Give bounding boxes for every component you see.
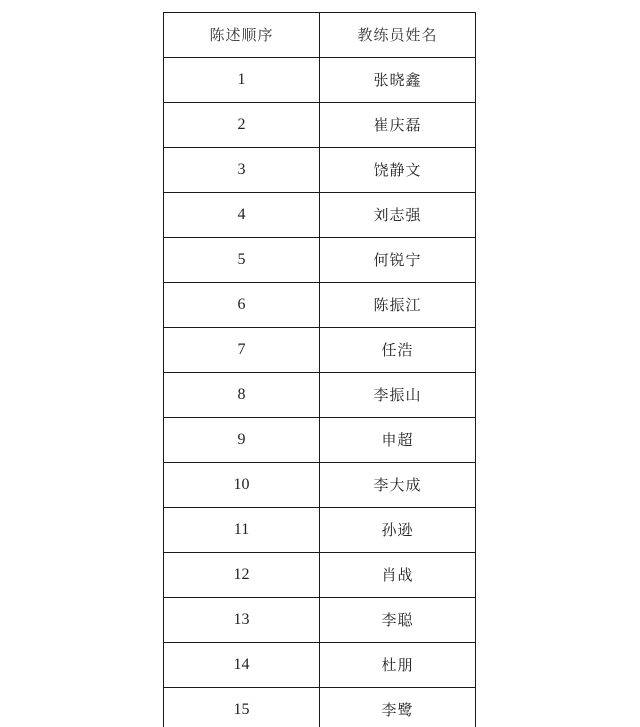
table-row bbox=[164, 193, 476, 238]
table-header-row bbox=[164, 13, 476, 58]
coach-name-cell: 申超 bbox=[320, 418, 476, 463]
order-cell: 3 bbox=[164, 148, 320, 193]
coach-name-cell: 杜朋 bbox=[320, 643, 476, 688]
coach-name-cell: 刘志强 bbox=[320, 193, 476, 238]
coach-name-cell: 陈振江 bbox=[320, 283, 476, 328]
table-row bbox=[164, 553, 476, 598]
table-row bbox=[164, 463, 476, 508]
order-cell: 4 bbox=[164, 193, 320, 238]
order-cell: 5 bbox=[164, 238, 320, 283]
coach-name-cell: 饶静文 bbox=[320, 148, 476, 193]
table-row bbox=[164, 58, 476, 103]
table-body bbox=[164, 58, 476, 727]
order-cell: 9 bbox=[164, 418, 320, 463]
column-header-name: 教练员姓名 bbox=[320, 13, 476, 58]
order-cell: 14 bbox=[164, 643, 320, 688]
order-cell: 11 bbox=[164, 508, 320, 553]
table-row bbox=[164, 598, 476, 643]
order-cell: 10 bbox=[164, 463, 320, 508]
order-cell: 15 bbox=[164, 688, 320, 727]
coach-presentation-order-table bbox=[163, 12, 476, 727]
table-row bbox=[164, 373, 476, 418]
coach-name-cell: 崔庆磊 bbox=[320, 103, 476, 148]
order-cell: 1 bbox=[164, 58, 320, 103]
column-header-order: 陈述顺序 bbox=[164, 13, 320, 58]
coach-name-cell: 何锐宁 bbox=[320, 238, 476, 283]
table-row bbox=[164, 103, 476, 148]
coach-name-cell: 李大成 bbox=[320, 463, 476, 508]
table-row bbox=[164, 418, 476, 463]
coach-name-cell: 张晓鑫 bbox=[320, 58, 476, 103]
table-row bbox=[164, 283, 476, 328]
order-cell: 7 bbox=[164, 328, 320, 373]
coach-name-cell: 李振山 bbox=[320, 373, 476, 418]
order-cell: 12 bbox=[164, 553, 320, 598]
coach-name-cell: 肖战 bbox=[320, 553, 476, 598]
order-cell: 6 bbox=[164, 283, 320, 328]
table-row bbox=[164, 508, 476, 553]
order-cell: 8 bbox=[164, 373, 320, 418]
coach-name-cell: 李聪 bbox=[320, 598, 476, 643]
coach-name-cell: 孙逊 bbox=[320, 508, 476, 553]
table-row bbox=[164, 688, 476, 727]
table-row bbox=[164, 643, 476, 688]
coach-name-cell: 任浩 bbox=[320, 328, 476, 373]
coach-name-cell: 李鹭 bbox=[320, 688, 476, 727]
order-cell: 13 bbox=[164, 598, 320, 643]
table-row bbox=[164, 238, 476, 283]
table-row bbox=[164, 328, 476, 373]
order-cell: 2 bbox=[164, 103, 320, 148]
table-row bbox=[164, 148, 476, 193]
